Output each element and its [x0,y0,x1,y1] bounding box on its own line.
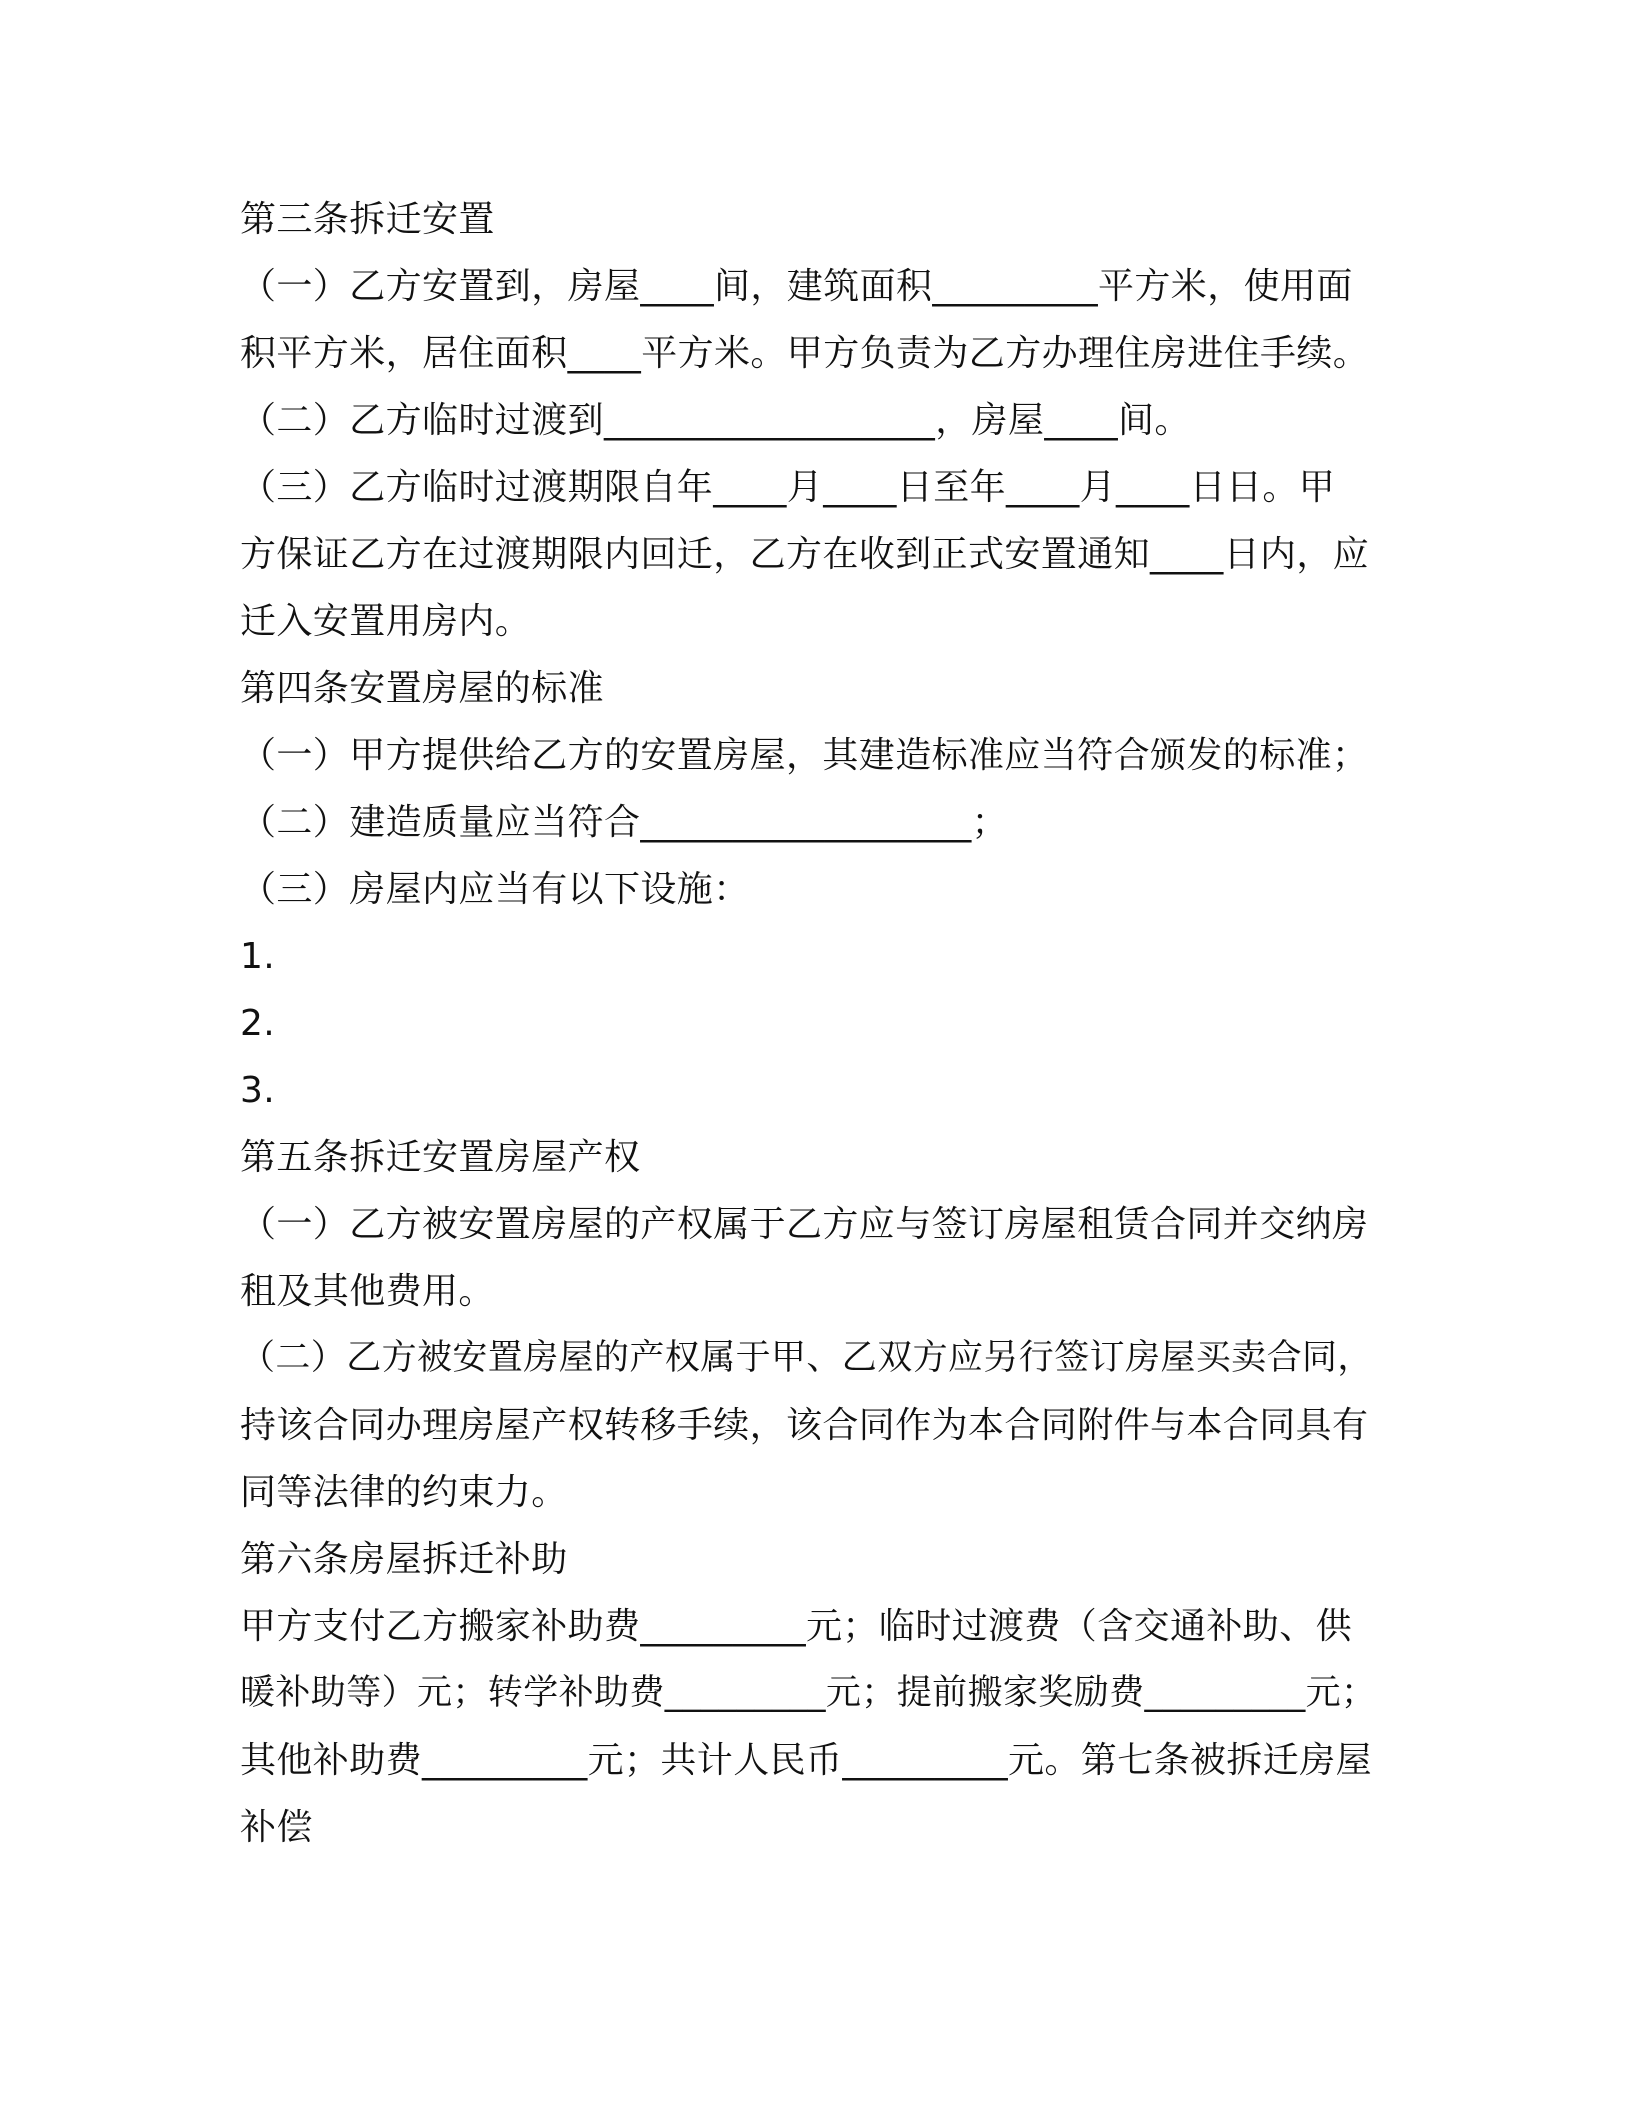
article-7-heading-continued: 补偿 [240,1807,313,1848]
article-5-clause-2-line-1: （二）乙方被安置房屋的产权属于甲、乙双方应另行签订房屋买卖合同， [240,1338,1373,1378]
article-3-clause-1-line-2: 积平方米，居住面积____平方米。甲方负责为乙方办理住房进住手续。 [240,333,1370,374]
article-5-clause-1-line-2: 租及其他费用。 [240,1271,495,1312]
article-5-clause-2-line-2: 持该合同办理房屋产权转移手续，该合同作为本合同附件与本合同具有 [240,1405,1369,1446]
article-3-clause-3-line-3: 迁入安置用房内。 [240,601,532,642]
article-6-text-line-1: 甲方支付乙方搬家补助费_________元；临时过渡费（含交通补助、供 [240,1606,1353,1647]
article-4-clause-1: （一）甲方提供给乙方的安置房屋，其建造标准应当符合颁发的标准； [240,735,1369,776]
article-3-clause-3-line-1: （三）乙方临时过渡期限自年____月____日至年____月____日日。甲 [240,467,1336,508]
article-5-heading: 第五条拆迁安置房屋产权 [240,1137,641,1178]
facility-item-1: 1. [240,936,276,977]
document-body [240,186,1390,1861]
article-6-text-line-3: 其他补助费_________元；共计人民币_________元。第七条被拆迁房屋 [240,1740,1373,1781]
article-4-clause-3: （三）房屋内应当有以下设施： [240,869,750,910]
article-3-clause-3-line-2: 方保证乙方在过渡期限内回迁，乙方在收到正式安置通知____日内，应 [240,534,1370,575]
article-4-heading: 第四条安置房屋的标准 [240,668,605,709]
article-3-clause-1-line-1: （一）乙方安置到，房屋____间，建筑面积_________平方米，使用面 [240,266,1353,307]
facility-item-2: 2. [240,1003,276,1044]
article-3-heading: 第三条拆迁安置 [240,199,495,240]
article-5-clause-1-line-1: （一）乙方被安置房屋的产权属于乙方应与签订房屋租赁合同并交纳房 [240,1204,1369,1245]
facility-item-3: 3. [240,1070,276,1111]
article-5-clause-2-line-3: 同等法律的约束力。 [240,1472,568,1513]
article-3-clause-2: （二）乙方临时过渡到__________________，房屋____间。 [240,400,1191,441]
article-4-clause-2: （二）建造质量应当符合__________________； [240,802,1008,843]
article-6-text-line-2: 暖补助等）元；转学补助费_________元；提前搬家奖励费_________元； [240,1673,1377,1713]
article-6-heading: 第六条房屋拆迁补助 [240,1539,568,1580]
